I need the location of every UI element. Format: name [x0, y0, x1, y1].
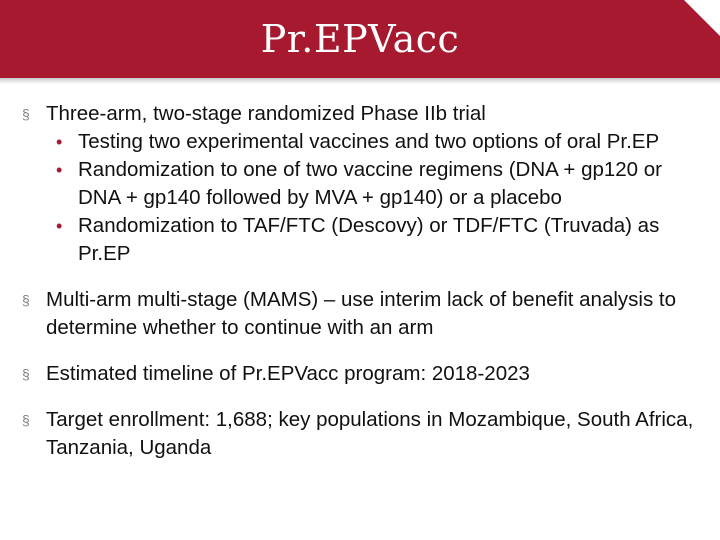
sub-bullet-marker: •: [56, 160, 63, 180]
slide-content: [22, 100, 702, 462]
sub-bullet-text: Randomization to TAF/FTC (Descovy) or TDF/FTC (Truvada) as Pr.EP: [78, 214, 660, 265]
bullet-marker: §: [22, 292, 30, 308]
sub-bullet-text: Randomization to one of two vaccine regimens (DNA + gp120 or DNA + gp140 followed by MVA + gp140) or a placebo: [78, 158, 662, 209]
bullet-trial-design: [22, 100, 702, 128]
sub-bullet-prep-randomization: [22, 212, 702, 268]
slide-title: Pr.EPVacc: [260, 17, 460, 61]
bullet-text: Target enrollment: 1,688; key populations in Mozambique, South Africa, Tanzania, Uganda: [46, 408, 694, 459]
title-shadow: [0, 78, 720, 84]
bullet-marker: §: [22, 366, 30, 382]
bullet-marker: §: [22, 106, 30, 122]
bullet-timeline: [22, 360, 702, 388]
sub-bullet-vaccine-randomization: [22, 156, 702, 212]
bullet-text: Estimated timeline of Pr.EPVacc program: 2018-2023: [46, 362, 530, 385]
sub-bullet-marker: •: [56, 132, 63, 152]
bullet-mams: [22, 286, 702, 342]
sub-bullet-marker: •: [56, 216, 63, 236]
bullet-text: Three-arm, two-stage randomized Phase IIb trial: [46, 102, 486, 125]
sub-bullet-vaccines: [22, 128, 702, 156]
bullet-text: Multi-arm multi-stage (MAMS) – use interim lack of benefit analysis to determine whether to continue with an arm: [46, 288, 677, 339]
bullet-enrollment: [22, 406, 702, 462]
bullet-marker: §: [22, 412, 30, 428]
sub-bullet-text: Testing two experimental vaccines and two options of oral Pr.EP: [78, 130, 660, 153]
